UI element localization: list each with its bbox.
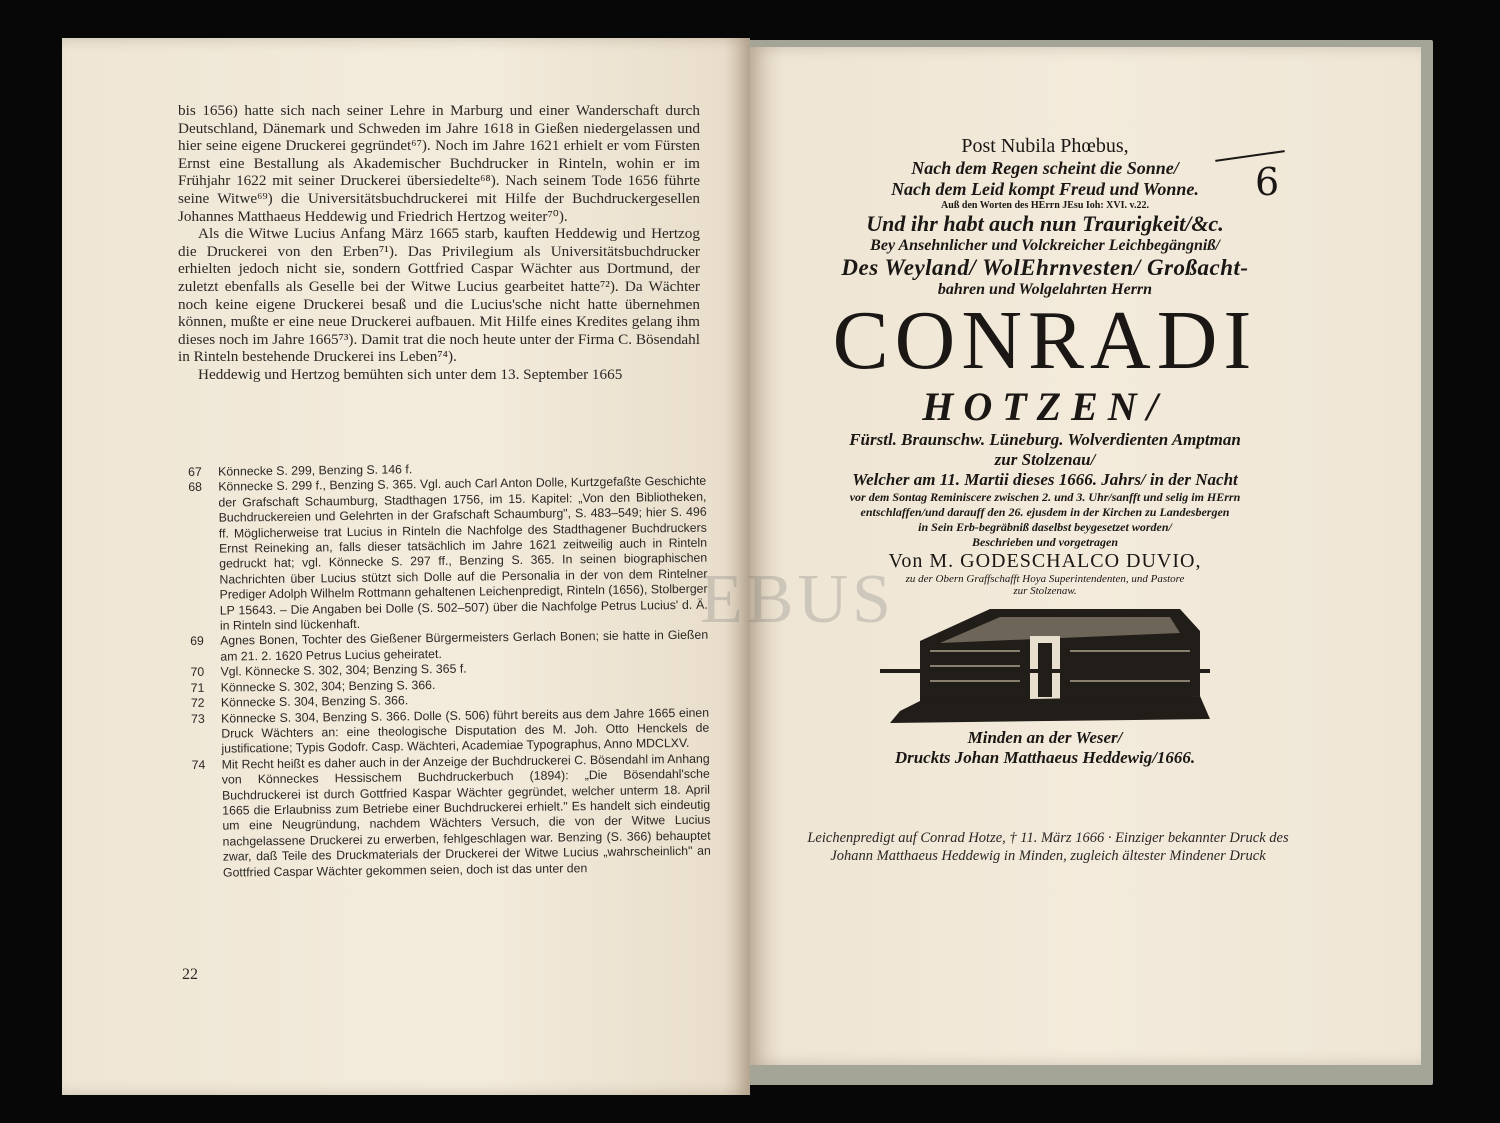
handwritten-number: 6 [1255, 160, 1280, 204]
paragraph: bis 1656) hatte sich nach seiner Lehre in Marburg und einer Wanderschaft durch Deutschland, Dänemark und Schweden im Jahre 1618 in Gießen niedergelassen und hier seine eigene Druckerei gegründet⁶⁷). Noch im Jahre 1621 erhielt er vom Fürsten Ernst eine Bestallung als Akademischer Buchdrucker in Rinteln, wohin er im Frühjahr 1622 mit seiner Druckerei übersiedelte⁶⁸). Nach seinem Tode 1656 führte seine Witwe⁶⁹) die Universitätsbuchdruckerei mit Hilfe der Buchdruckergesellen Johannes Matthaeus Heddewig und Friedrich Hertzog weiter⁷⁰). [178, 102, 700, 225]
author-intro: Beschrieben und vorgetragen [971, 535, 1118, 549]
title-page-facsimile [800, 135, 1290, 768]
coffin-woodcut [880, 601, 1210, 726]
footnote: 67 Könnecke S. 299, Benzing S. 146 f. [188, 462, 413, 479]
deceased-surname: HOTZEN/ [922, 384, 1168, 429]
office-line: zur Stolzenau/ [994, 450, 1096, 469]
footnote: 71 Könnecke S. 302, 304; Benzing S. 366. [190, 677, 436, 695]
footnote: 74 Mit Recht heißt es daher auch in der Anzeige der Buchdruckerei C. Bösendahl im Anhang von Könneckes Hessischem Buchdruckerbuch (1894): „Die Bösendahl'sche Buchdruckerei ist durch Gottfried Kaspar Wächter gegründet, welcher unterm 18. April 1665 die Erlaubniss zum Betriebe einer Buchdruckerei erhielt." Es handelt sich eindeutig um eine Neugründung, nachdem Wächters Versuch, die von der Witwe Lucius nachgelassene Druckerei zu erwerben, fehlgeschlagen war. Benzing (S. 366) behauptet zwar, daß Teile des Druckmaterials der Druckerei der Witwe Lucius „wahrscheinlich" an Gottfried Caspar Wächter gekommen seien, doch ist das unter den [191, 751, 711, 880]
author-title: zur Stolzenaw. [1013, 585, 1077, 597]
author-title: zu der Obern Graffschafft Hoya Superintendenten, und Pastore [905, 573, 1185, 585]
office-line: Fürstl. Braunschw. Lüneburg. Wolverdienten Amptman [849, 430, 1241, 449]
figure-caption: Leichenpredigt auf Conrad Hotze, † 11. März 1666 · Einziger bekannter Druck des Johann Matthaeus Heddewig in Minden, zugleich ältester Mindener Druck [807, 830, 1289, 864]
honorific-line: bahren und Wolgelahrten Herrn [937, 281, 1153, 298]
footnote: 69 Agnes Bonen, Tochter des Gießener Bürgermeisters Gerlach Bonen; sie hatte in Gießen am 21. 2. 1620 Petrus Lucius geheiratet. [190, 628, 709, 664]
author-name: Von M. GODESCHALCO DUVIO, [888, 550, 1202, 572]
occasion-line: Bey Ansehnlicher und Volckreicher Leichbegängniß/ [870, 237, 1220, 254]
motto-line: Nach dem Regen scheint die Sonne/ [911, 158, 1179, 178]
burial-line: in Sein Erb-begräbniß daselbst beygesetzet worden/ [918, 520, 1172, 534]
footnote: 70 Vgl. Könnecke S. 302, 304; Benzing S. 365 f. [190, 661, 467, 680]
imprint-place: Minden an der Weser/ [967, 728, 1123, 747]
footnotes [188, 459, 711, 881]
paragraph: Heddewig und Hertzog bemühten sich unter dem 13. September 1665 [198, 365, 623, 383]
footnote: 73 Könnecke S. 304, Benzing S. 366. Dolle (S. 506) führt bereits aus dem Jahre 1665 einen Druck Wächters an: eine theologische Disputation des M. Joh. Otto Henckels de justificatione; Typis Godofr. Casp. Wächteri, Academiae Typographus, Anno MDCLXV. [191, 705, 710, 756]
watermark-text: EBUS [700, 561, 895, 638]
deceased-first-name: CONRADI [832, 294, 1258, 387]
left-body-text [178, 102, 700, 384]
paragraph: Als die Witwe Lucius Anfang März 1665 starb, kauften Heddewig und Hertzog die Druckerei von den Erben⁷¹). Das Privilegium als Universitätsbuchdrucker erhielten jedoch nicht sie, sondern Gottfried Caspar Wächter aus Dortmund, der zuletzt ebenfalls als Geselle bei der Witwe Lucius gearbeitet hatte⁷²). Da Wächter noch keine eigene Druckerei besaß und die Lucius'sche nicht hatte übernehmen können, mußte er eine neue Druckerei aufbauen. Mit Hilfe eines Kredites gelang ihm dieses noch im Jahre 1665⁷³). Damit trat die noch heute unter der Firma C. Bösendahl in Rinteln bestehende Druckerei ins Leben⁷⁴). [178, 225, 700, 366]
motto-line: Post Nubila Phœbus, [961, 135, 1129, 157]
footnote: 68 Könnecke S. 299 f., Benzing S. 365. Vgl. auch Carl Anton Dolle, Kurtzgefaßte Geschichte der Grafschaft Schaumburg, Stadthagen 1756, im 15. Kapitel: „Von den Bibliotheken, Buchdruckereien und Gelehrten in der Grafschaft Schaumburg", S. 483–549; hier S. 496 ff. Möglicherweise trat Lucius in Rinteln die Nachfolge des Stadthagener Buchdruckers Ernst Reineking an, falls dieser tatsächlich im Jahre 1621 zeitweilig auch in Rinteln gedruckt hat; vgl. Könnecke S. 297 ff., Benzing S. 365. In seinen biographischen Nachrichten über Lucius stützt sich Dolle auf die Personalia in der von dem Rintelner Prediger Adolph Wilhelm Rottmann gehaltenen Leichenpredigt, Rinteln (1656), Stolberger LP 15643. – Die Angaben bei Dolle (S. 502–507) über die Nachfolge Petrus Lucius' d. Ä. in Rinteln sind lückenhaft. [188, 474, 708, 633]
death-line: vor dem Sontag Reminiscere zwischen 2. und 3. Uhr/sanfft und selig im HErrn [849, 490, 1241, 504]
page-number: 22 [182, 966, 198, 983]
scripture-quote: Und ihr habt auch nun Traurigkeit/&c. [866, 211, 1224, 236]
burial-line: entschlaffen/und darauff den 26. ejusdem in der Kirchen zu Landesbergen [860, 505, 1230, 519]
motto-line: Nach dem Leid kompt Freud und Wonne. [891, 179, 1199, 199]
footnote: 72 Könnecke S. 304, Benzing S. 366. [190, 693, 409, 711]
honorific-line: Des Weyland/ WolEhrnvesten/ Großacht- [841, 255, 1249, 280]
death-line: Welcher am 11. Martii dieses 1666. Jahrs/ in der Nacht [852, 470, 1238, 489]
scripture-reference: Auß den Worten des HErrn JEsu Ioh: XVI. v.22. [941, 200, 1149, 211]
imprint-printer: Druckts Johan Matthaeus Heddewig/1666. [894, 748, 1196, 767]
